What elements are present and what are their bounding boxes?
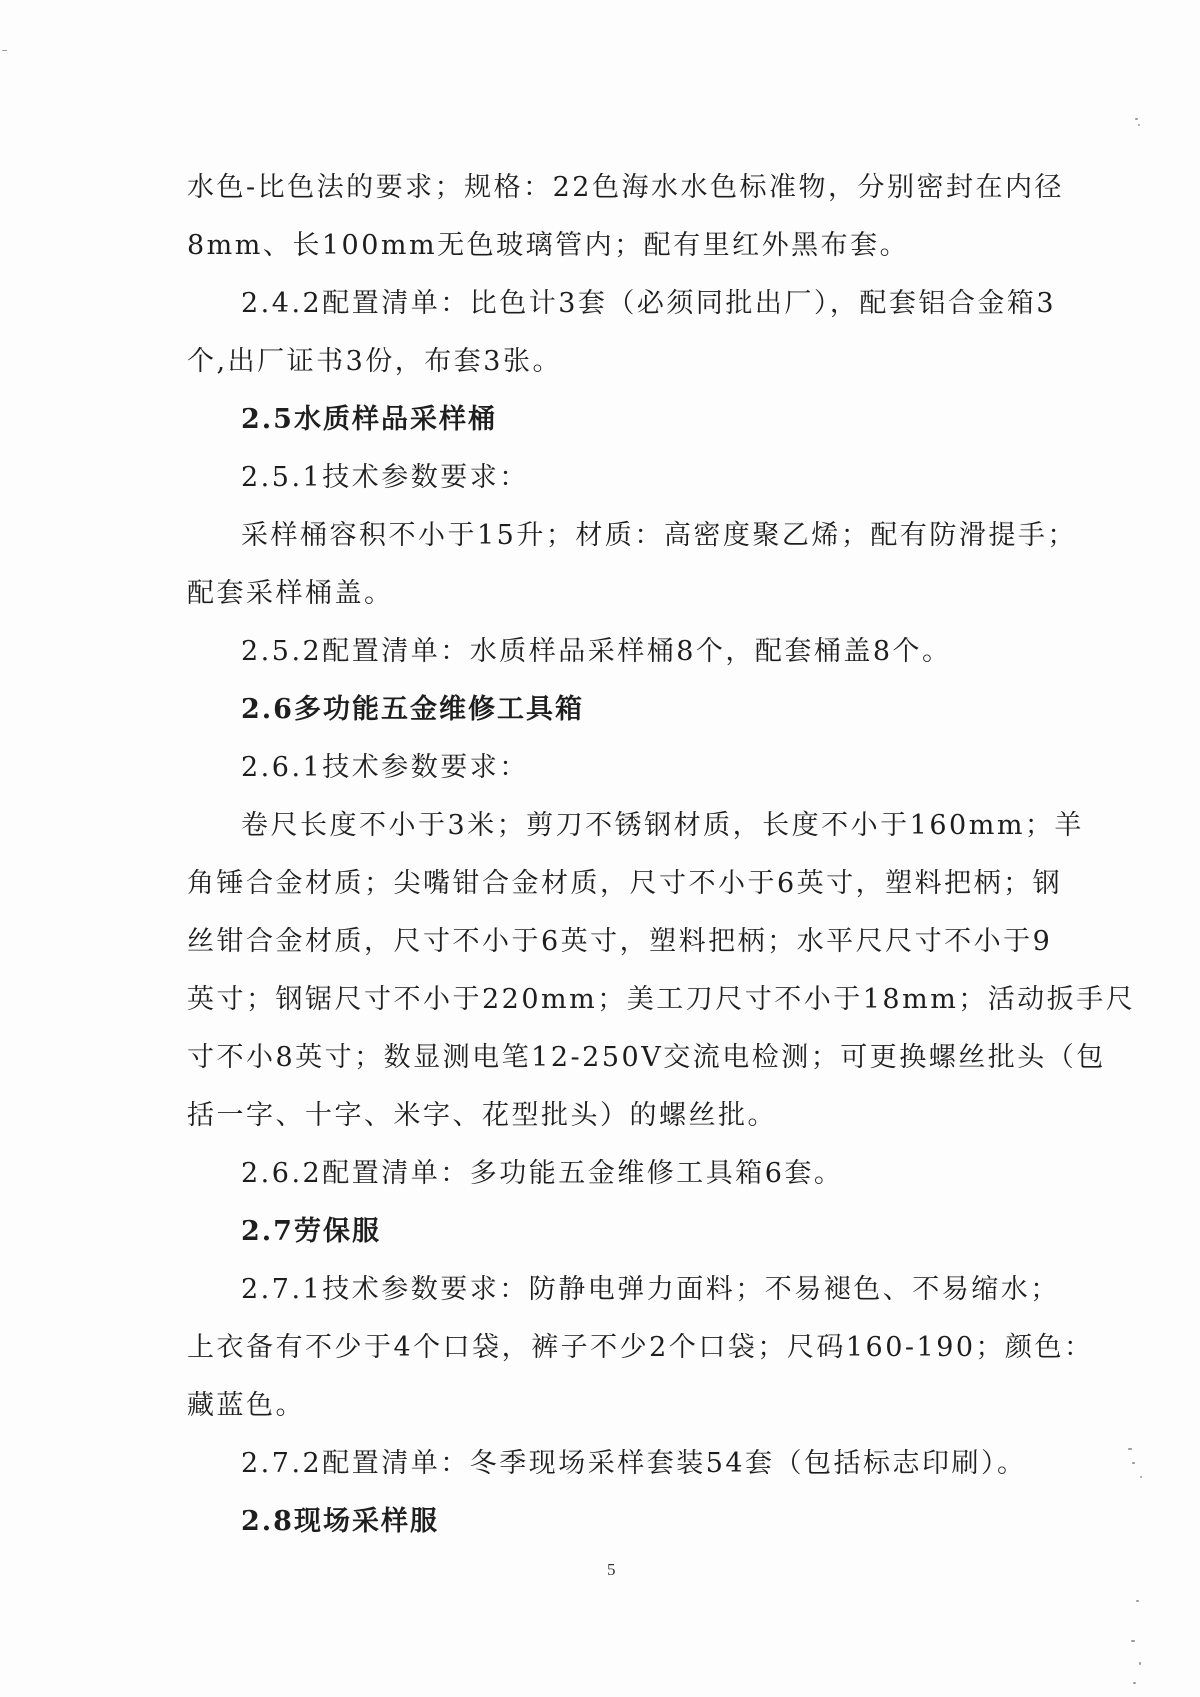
page-number: 5 [607, 1560, 616, 1579]
scan-speck [1139, 1662, 1141, 1665]
body-text-line: 丝钳合金材质，尺寸不小于6英寸，塑料把柄；水平尺尺寸不小于9 [187, 926, 1053, 957]
scan-speck [1133, 1682, 1136, 1684]
body-text-line: 采样桶容积不小于15升；材质：高密度聚乙烯；配有防滑提手； [241, 520, 1077, 551]
body-text-line: 个,出厂证书3份，布套3张。 [187, 346, 562, 377]
scan-speck [1136, 1600, 1139, 1602]
body-text-line: 2.7.2配置清单：冬季现场采样套装54套（包括标志印刷）。 [241, 1448, 1027, 1479]
section-heading: 2.5水质样品采样桶 [241, 404, 497, 435]
scan-speck [1135, 118, 1138, 120]
body-text-line: 括一字、十字、米字、花型批头）的螺丝批。 [187, 1100, 777, 1131]
body-text-line: 寸不小8英寸；数显测电笔12-250V交流电检测；可更换螺丝批头（包 [187, 1042, 1106, 1073]
body-text-line: 8mm、长100mm无色玻璃管内；配有里红外黑布套。 [187, 230, 910, 261]
body-text-line: 2.7.1技术参数要求：防静电弹力面料；不易褪色、不易缩水； [241, 1274, 1060, 1305]
section-heading: 2.8现场采样服 [241, 1506, 439, 1537]
scan-speck [1132, 1462, 1135, 1464]
body-text-line: 上衣备有不少于4个口袋，裤子不少2个口袋；尺码160-190；颜色： [187, 1332, 1094, 1363]
body-text-line: 角锤合金材质；尖嘴钳合金材质，尺寸不小于6英寸，塑料把柄；钢 [187, 868, 1063, 899]
scan-speck [1128, 1448, 1132, 1450]
scan-speck [1138, 124, 1140, 126]
section-heading: 2.7劳保服 [241, 1216, 381, 1247]
body-text-line: 2.5.2配置清单：水质样品采样桶8个，配套桶盖8个。 [241, 636, 952, 667]
body-text-line: 2.6.1技术参数要求： [241, 752, 529, 783]
body-text-line: 2.6.2配置清单：多功能五金维修工具箱6套。 [241, 1158, 844, 1189]
body-text-line: 2.5.1技术参数要求： [241, 462, 529, 493]
scan-speck [2, 50, 7, 51]
body-text-line: 英寸；钢锯尺寸不小于220mm；美工刀尺寸不小于18mm；活动扳手尺 [187, 984, 1136, 1015]
body-text-line: 2.4.2配置清单：比色计3套（必须同批出厂），配套铝合金箱3 [241, 288, 1057, 319]
scan-speck [1140, 1476, 1142, 1478]
body-text-line: 卷尺长度不小于3米；剪刀不锈钢材质，长度不小于160mm；羊 [241, 810, 1084, 841]
body-text-line: 配套采样桶盖。 [187, 578, 394, 609]
body-text-line: 藏蓝色。 [187, 1390, 305, 1421]
body-text-line: 水色-比色法的要求；规格：22色海水水色标准物，分别密封在内径 [187, 172, 1064, 203]
scan-speck [1131, 1640, 1135, 1642]
section-heading: 2.6多功能五金维修工具箱 [241, 694, 584, 725]
